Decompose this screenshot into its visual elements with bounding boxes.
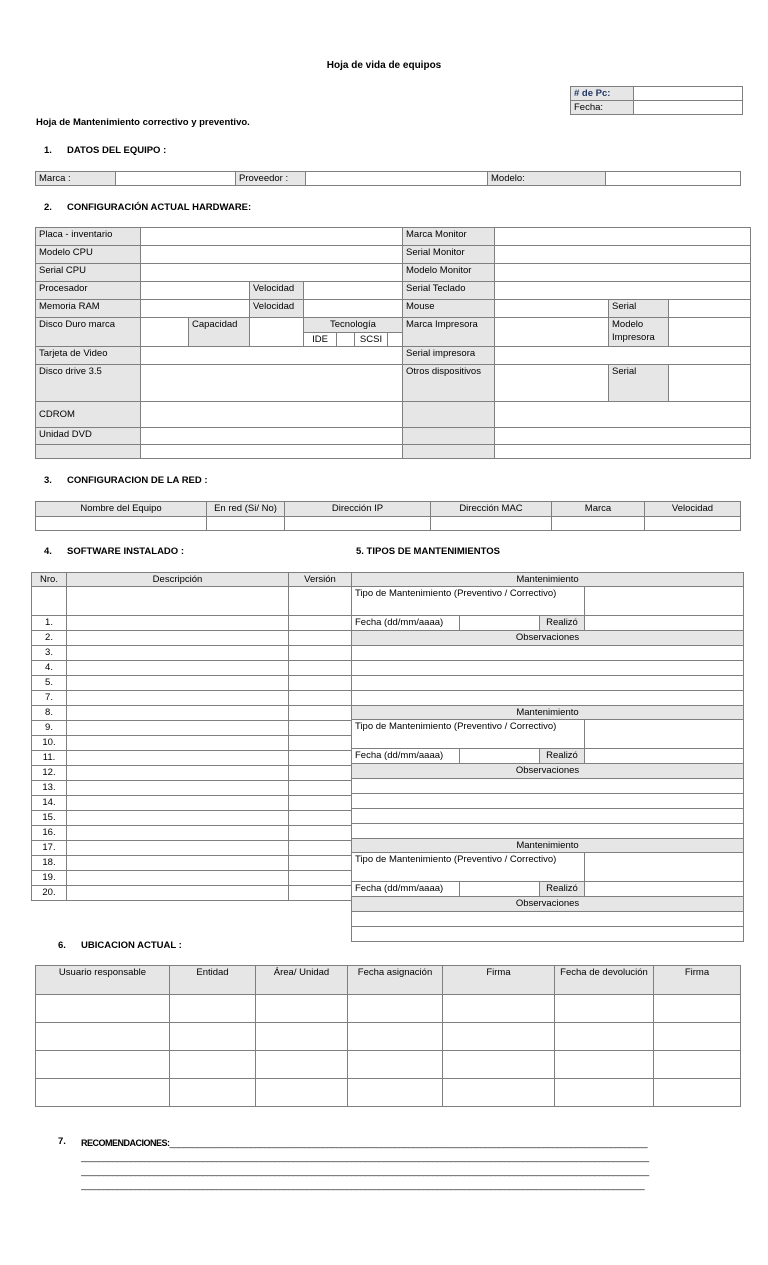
maintenance-done-by-field[interactable]	[585, 616, 744, 631]
net-header-speed: Velocidad	[645, 502, 741, 517]
maintenance-type-field[interactable]	[585, 720, 744, 749]
sw-row	[32, 646, 352, 661]
maintenance-table	[351, 572, 744, 942]
tarjeta-label: Tarjeta de Video	[36, 347, 141, 365]
location-cell[interactable]	[256, 995, 348, 1023]
sw-row-number: 13.	[32, 781, 67, 796]
cdrom-right-label	[403, 402, 495, 428]
s6-title: UBICACION ACTUAL :	[81, 940, 182, 951]
sw-version-field[interactable]	[289, 841, 352, 856]
recommendation-line-4[interactable]: _____________________________________________________________________________________________________________________________	[81, 1180, 645, 1190]
net-header-name: Nombre del Equipo	[36, 502, 207, 517]
sw-row	[32, 706, 352, 721]
observations-field[interactable]	[352, 661, 744, 676]
pc-number-label: # de Pc:	[571, 87, 634, 101]
mt-row	[352, 587, 744, 616]
sw-desc-field[interactable]	[67, 856, 289, 871]
modelo-monitor-field[interactable]	[495, 264, 751, 282]
sw-row-number: 15.	[32, 811, 67, 826]
location-cell[interactable]	[654, 1023, 741, 1051]
mt-row	[352, 853, 744, 882]
sw-row	[32, 751, 352, 766]
location-row	[36, 1023, 741, 1051]
mt-row	[352, 631, 744, 646]
dvd-label: Unidad DVD	[36, 428, 141, 445]
location-cell[interactable]	[256, 1023, 348, 1051]
mt-row	[352, 720, 744, 749]
maintenance-done-by-label: Realizó	[540, 749, 585, 764]
hardware-table	[35, 227, 751, 459]
placa-field[interactable]	[141, 228, 403, 246]
sw-desc-field[interactable]	[67, 631, 289, 646]
sw-row-number: 1.	[32, 616, 67, 631]
sw-version-field[interactable]	[289, 886, 352, 901]
extra-right-label	[403, 445, 495, 459]
disco35-field[interactable]	[141, 365, 403, 402]
sw-desc-field[interactable]	[67, 736, 289, 751]
sw-row-number: 5.	[32, 676, 67, 691]
modelo-cpu-field[interactable]	[141, 246, 403, 264]
sw-desc-field[interactable]	[67, 826, 289, 841]
maintenance-date-label: Fecha (dd/mm/aaaa)	[352, 616, 460, 631]
location-row	[36, 1079, 741, 1107]
modelo-cpu-label: Modelo CPU	[36, 246, 141, 264]
ide-checkbox[interactable]	[337, 333, 355, 347]
cdrom-label: CDROM	[36, 402, 141, 428]
model-label: Modelo:	[488, 172, 606, 186]
location-cell[interactable]	[555, 1051, 654, 1079]
brand-label: Marca :	[36, 172, 116, 186]
loc-header-assign-date: Fecha asignación	[348, 966, 443, 995]
net-speed-field[interactable]	[645, 517, 741, 531]
pc-date-field[interactable]	[634, 101, 743, 115]
location-cell[interactable]	[654, 995, 741, 1023]
sw-desc-field[interactable]	[67, 796, 289, 811]
location-cell[interactable]	[555, 995, 654, 1023]
s6-number: 6.	[58, 940, 66, 951]
net-header-network: En red (Si/ No)	[207, 502, 285, 517]
maintenance-type-field[interactable]	[585, 853, 744, 882]
otros-serial-field[interactable]	[669, 365, 751, 402]
cdrom-right-field[interactable]	[495, 402, 751, 428]
network-table	[35, 501, 741, 531]
location-cell[interactable]	[36, 995, 170, 1023]
location-row	[36, 995, 741, 1023]
sw-row-number: 3.	[32, 646, 67, 661]
sw-row-number: 16.	[32, 826, 67, 841]
otros-label: Otros dispositivos	[403, 365, 495, 402]
velocidad-cpu-field[interactable]	[304, 282, 403, 300]
s3-number: 3.	[44, 475, 52, 486]
location-cell[interactable]	[348, 1023, 443, 1051]
observations-field[interactable]	[352, 646, 744, 661]
location-cell[interactable]	[654, 1079, 741, 1107]
supplier-field[interactable]	[306, 172, 488, 186]
memoria-label: Memoria RAM	[36, 300, 141, 318]
subtitle: Hoja de Mantenimiento correctivo y preventivo.	[36, 117, 250, 128]
mt-row	[352, 706, 744, 720]
net-network-field[interactable]	[207, 517, 285, 531]
location-cell[interactable]	[654, 1051, 741, 1079]
observations-field[interactable]	[352, 927, 744, 942]
sw-row	[32, 691, 352, 706]
maintenance-date-label: Fecha (dd/mm/aaaa)	[352, 882, 460, 897]
location-cell[interactable]	[555, 1023, 654, 1051]
location-cell[interactable]	[443, 1051, 555, 1079]
sw-version-field[interactable]	[289, 616, 352, 631]
sw-version-field[interactable]	[289, 766, 352, 781]
equipment-data-table	[35, 171, 741, 186]
location-cell[interactable]	[36, 1023, 170, 1051]
sw-desc-field[interactable]	[67, 781, 289, 796]
sw-version-field[interactable]	[289, 751, 352, 766]
sw-row	[32, 736, 352, 751]
observations-header: Observaciones	[352, 764, 744, 779]
net-name-field[interactable]	[36, 517, 207, 531]
sw-version-field[interactable]	[289, 587, 352, 616]
net-header-brand: Marca	[552, 502, 645, 517]
sw-row-number: 18.	[32, 856, 67, 871]
sw-row-number: 8.	[32, 706, 67, 721]
s3-title: CONFIGURACION DE LA RED :	[67, 475, 208, 486]
mt-row	[352, 927, 744, 942]
disco35-label: Disco drive 3.5	[36, 365, 141, 402]
maintenance-done-by-label: Realizó	[540, 616, 585, 631]
recommendations-block	[81, 1136, 736, 1192]
location-cell[interactable]	[170, 1051, 256, 1079]
observations-field[interactable]	[352, 676, 744, 691]
sw-row	[32, 826, 352, 841]
location-cell[interactable]	[443, 995, 555, 1023]
location-cell[interactable]	[443, 1079, 555, 1107]
sw-row-number: 4.	[32, 661, 67, 676]
sw-desc-field[interactable]	[67, 587, 289, 616]
serial-monitor-label: Serial Monitor	[403, 246, 495, 264]
sw-row-number: 14.	[32, 796, 67, 811]
sw-row-number: 20.	[32, 886, 67, 901]
sw-row-number: 11.	[32, 751, 67, 766]
s7-number: 7.	[58, 1136, 66, 1147]
maintenance-header: Mantenimiento	[352, 573, 744, 587]
sw-row	[32, 871, 352, 886]
modelo-monitor-label: Modelo Monitor	[403, 264, 495, 282]
s7-title: RECOMENDACIONES:	[81, 1138, 170, 1148]
sw-version-field[interactable]	[289, 736, 352, 751]
location-cell[interactable]	[348, 1051, 443, 1079]
sw-header-desc: Descripción	[67, 573, 289, 587]
sw-version-field[interactable]	[289, 826, 352, 841]
maintenance-header: Mantenimiento	[352, 839, 744, 853]
mouse-field[interactable]	[495, 300, 609, 318]
serial-impresora-field[interactable]	[495, 347, 751, 365]
supplier-label: Proveedor :	[236, 172, 306, 186]
sw-row-number: 9.	[32, 721, 67, 736]
pc-box	[570, 86, 743, 115]
capacidad-label: Capacidad	[189, 318, 250, 347]
sw-desc-field[interactable]	[67, 721, 289, 736]
pc-date-label: Fecha:	[571, 101, 634, 115]
s4-title: SOFTWARE INSTALADO :	[67, 546, 184, 557]
location-cell[interactable]	[348, 995, 443, 1023]
extra-label	[36, 445, 141, 459]
sw-header-version: Versión	[289, 573, 352, 587]
sw-version-field[interactable]	[289, 871, 352, 886]
procesador-label: Procesador	[36, 282, 141, 300]
sw-desc-field[interactable]	[67, 811, 289, 826]
sw-desc-field[interactable]	[67, 841, 289, 856]
serial-teclado-field[interactable]	[495, 282, 751, 300]
maintenance-done-by-label: Realizó	[540, 882, 585, 897]
maintenance-type-field[interactable]	[585, 587, 744, 616]
location-cell[interactable]	[256, 1079, 348, 1107]
sw-desc-field[interactable]	[67, 871, 289, 886]
observations-field[interactable]	[352, 779, 744, 794]
otros-serial-label: Serial	[609, 365, 669, 402]
mt-row	[352, 882, 744, 897]
sw-desc-field[interactable]	[67, 886, 289, 901]
sw-row	[32, 676, 352, 691]
sw-desc-field[interactable]	[67, 706, 289, 721]
sw-row	[32, 766, 352, 781]
brand-field[interactable]	[116, 172, 236, 186]
sw-row	[32, 781, 352, 796]
mt-row	[352, 897, 744, 912]
location-cell[interactable]	[555, 1079, 654, 1107]
s1-title: DATOS DEL EQUIPO :	[67, 145, 167, 156]
tecnologia-label: Tecnología	[304, 318, 403, 333]
recommendation-line-2[interactable]: ______________________________________________________________________________________________________________________________	[81, 1152, 649, 1162]
maintenance-done-by-field[interactable]	[585, 749, 744, 764]
maintenance-date-field[interactable]	[460, 749, 540, 764]
page-title: Hoja de vida de equipos	[326, 60, 442, 71]
s1-number: 1.	[44, 145, 52, 156]
serial-monitor-field[interactable]	[495, 246, 751, 264]
sw-desc-field[interactable]	[67, 661, 289, 676]
velocidad-ram-label: Velocidad	[250, 300, 304, 318]
mt-row	[352, 661, 744, 676]
sw-row	[32, 631, 352, 646]
maintenance-type-label: Tipo de Mantenimiento (Preventivo / Correctivo)	[352, 853, 585, 882]
scsi-checkbox[interactable]	[388, 333, 403, 347]
maintenance-date-field[interactable]	[460, 616, 540, 631]
sw-header-nro: Nro.	[32, 573, 67, 587]
sw-version-field[interactable]	[289, 691, 352, 706]
observations-field[interactable]	[352, 691, 744, 706]
cdrom-field[interactable]	[141, 402, 403, 428]
maintenance-date-label: Fecha (dd/mm/aaaa)	[352, 749, 460, 764]
ide-label: IDE	[304, 333, 337, 347]
scsi-label: SCSI	[355, 333, 388, 347]
observations-header: Observaciones	[352, 631, 744, 646]
sw-desc-field[interactable]	[67, 751, 289, 766]
sw-row	[32, 811, 352, 826]
loc-header-signature: Firma	[443, 966, 555, 995]
sw-row-number: 2.	[32, 631, 67, 646]
location-cell[interactable]	[36, 1051, 170, 1079]
location-table	[35, 965, 741, 1107]
maintenance-done-by-field[interactable]	[585, 882, 744, 897]
sw-version-field[interactable]	[289, 811, 352, 826]
marca-monitor-label: Marca Monitor	[403, 228, 495, 246]
mouse-serial-field[interactable]	[669, 300, 751, 318]
mt-row	[352, 824, 744, 839]
observations-field[interactable]	[352, 809, 744, 824]
loc-header-return-date: Fecha de devolución	[555, 966, 654, 995]
marca-monitor-field[interactable]	[495, 228, 751, 246]
loc-header-signature-2: Firma	[654, 966, 741, 995]
sw-row-number: 19.	[32, 871, 67, 886]
maintenance-header: Mantenimiento	[352, 706, 744, 720]
sw-row	[32, 796, 352, 811]
sw-row	[32, 841, 352, 856]
mt-row	[352, 616, 744, 631]
mt-row	[352, 809, 744, 824]
sw-desc-field[interactable]	[67, 616, 289, 631]
loc-header-area: Área/ Unidad	[256, 966, 348, 995]
location-cell[interactable]	[348, 1079, 443, 1107]
net-brand-field[interactable]	[552, 517, 645, 531]
dvd-right-field[interactable]	[495, 428, 751, 445]
velocidad-cpu-label: Velocidad	[250, 282, 304, 300]
net-mac-field[interactable]	[431, 517, 552, 531]
mt-row	[352, 839, 744, 853]
sw-version-field[interactable]	[289, 706, 352, 721]
serial-impresora-label: Serial impresora	[403, 347, 495, 365]
net-ip-field[interactable]	[285, 517, 431, 531]
s5-title: 5. TIPOS DE MANTENIMIENTOS	[356, 546, 500, 557]
velocidad-ram-field[interactable]	[304, 300, 403, 318]
recommendation-line-3[interactable]: ______________________________________________________________________________________________________________________________	[81, 1166, 649, 1176]
otros-field[interactable]	[495, 365, 609, 402]
location-row	[36, 1051, 741, 1079]
sw-row-number: 17.	[32, 841, 67, 856]
modelo-impresora-label: Modelo Impresora	[609, 318, 669, 347]
extra-field[interactable]	[141, 445, 403, 459]
s2-number: 2.	[44, 202, 52, 213]
mt-row	[352, 646, 744, 661]
sw-desc-field[interactable]	[67, 676, 289, 691]
mt-row	[352, 764, 744, 779]
modelo-impresora-field[interactable]	[669, 318, 751, 347]
location-cell[interactable]	[170, 995, 256, 1023]
sw-version-field[interactable]	[289, 796, 352, 811]
software-table	[31, 572, 352, 901]
sw-row-number: 12.	[32, 766, 67, 781]
observations-field[interactable]	[352, 794, 744, 809]
location-cell[interactable]	[443, 1023, 555, 1051]
mouse-label: Mouse	[403, 300, 495, 318]
location-cell[interactable]	[36, 1079, 170, 1107]
model-field[interactable]	[606, 172, 741, 186]
observations-field[interactable]	[352, 912, 744, 927]
sw-row	[32, 721, 352, 736]
extra-right-field[interactable]	[495, 445, 751, 459]
mt-row	[352, 691, 744, 706]
s4-number: 4.	[44, 546, 52, 557]
sw-row-blank	[32, 587, 67, 616]
sw-desc-field[interactable]	[67, 766, 289, 781]
location-cell[interactable]	[256, 1051, 348, 1079]
capacidad-field[interactable]	[250, 318, 304, 347]
sw-desc-field[interactable]	[67, 646, 289, 661]
sw-version-field[interactable]	[289, 631, 352, 646]
sw-version-field[interactable]	[289, 721, 352, 736]
maintenance-type-label: Tipo de Mantenimiento (Preventivo / Correctivo)	[352, 587, 585, 616]
mt-row	[352, 779, 744, 794]
sw-version-field[interactable]	[289, 676, 352, 691]
disco-label: Disco Duro marca	[36, 318, 141, 347]
sw-row	[32, 616, 352, 631]
serial-teclado-label: Serial Teclado	[403, 282, 495, 300]
recommendation-line-1[interactable]: __________________________________________________________________________________________________________	[169, 1138, 648, 1148]
net-header-ip: Dirección IP	[285, 502, 431, 517]
location-cell[interactable]	[170, 1023, 256, 1051]
sw-row	[32, 856, 352, 871]
maintenance-date-field[interactable]	[460, 882, 540, 897]
maintenance-type-label: Tipo de Mantenimiento (Preventivo / Correctivo)	[352, 720, 585, 749]
mt-row	[352, 912, 744, 927]
loc-header-user: Usuario responsable	[36, 966, 170, 995]
tarjeta-field[interactable]	[141, 347, 403, 365]
serial-cpu-field[interactable]	[141, 264, 403, 282]
dvd-right-label	[403, 428, 495, 445]
procesador-field[interactable]	[141, 282, 250, 300]
sw-row	[32, 661, 352, 676]
sw-version-field[interactable]	[289, 856, 352, 871]
loc-header-entity: Entidad	[170, 966, 256, 995]
mt-row	[352, 749, 744, 764]
placa-label: Placa - inventario	[36, 228, 141, 246]
disco-field[interactable]	[141, 318, 189, 347]
sw-row	[32, 886, 352, 901]
sw-row-number: 7.	[32, 691, 67, 706]
mt-row	[352, 573, 744, 587]
mouse-serial-label: Serial	[609, 300, 669, 318]
pc-number-field[interactable]	[634, 87, 743, 101]
sw-desc-field[interactable]	[67, 691, 289, 706]
marca-impresora-field[interactable]	[495, 318, 609, 347]
observations-field[interactable]	[352, 824, 744, 839]
sw-row-number: 10.	[32, 736, 67, 751]
serial-cpu-label: Serial CPU	[36, 264, 141, 282]
mt-row	[352, 794, 744, 809]
location-cell[interactable]	[170, 1079, 256, 1107]
observations-header: Observaciones	[352, 897, 744, 912]
sw-version-field[interactable]	[289, 661, 352, 676]
dvd-field[interactable]	[141, 428, 403, 445]
s2-title: CONFIGURACIÓN ACTUAL HARDWARE:	[67, 202, 252, 213]
mt-row	[352, 676, 744, 691]
net-header-mac: Dirección MAC	[431, 502, 552, 517]
sw-version-field[interactable]	[289, 781, 352, 796]
marca-impresora-label: Marca Impresora	[403, 318, 495, 347]
memoria-field[interactable]	[141, 300, 250, 318]
sw-version-field[interactable]	[289, 646, 352, 661]
